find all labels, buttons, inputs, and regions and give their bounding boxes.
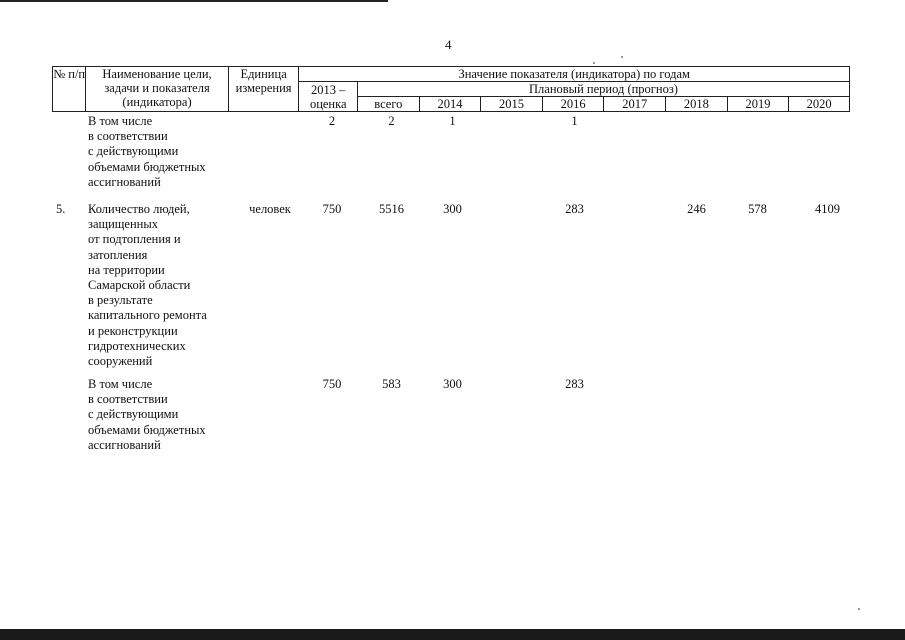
header-year: 2015	[481, 97, 543, 112]
table-row	[52, 202, 850, 372]
value-2013: 750	[322, 202, 342, 216]
value-total: 2	[388, 114, 395, 128]
header-total: всего	[358, 97, 420, 112]
header-year: 2020	[789, 97, 850, 112]
scan-speck	[858, 608, 860, 610]
row-name: В том числе в соответствии с действующими объемами бюджетных ассигнований	[88, 114, 206, 189]
value-2016: 1	[571, 114, 578, 128]
indicator-table-header	[52, 66, 850, 112]
header-values: Значение показателя (индикатора) по годам	[299, 67, 850, 82]
header-plan: Плановый период (прогноз)	[358, 82, 850, 97]
scan-edge-bar	[0, 629, 905, 640]
value-2014: 300	[443, 377, 462, 391]
value-total: 583	[382, 377, 401, 391]
value-2013: 750	[322, 377, 342, 391]
table-row	[52, 114, 850, 194]
value-2018: 246	[687, 202, 706, 216]
header-year: 2019	[727, 97, 789, 112]
value-2016: 283	[565, 202, 584, 216]
header-year: 2018	[666, 97, 728, 112]
top-rule	[0, 0, 388, 2]
header-name: Наименование цели, задачи и показателя (индикатора)	[86, 67, 228, 112]
value-2019: 578	[748, 202, 767, 216]
scan-speck	[593, 62, 595, 64]
header-num: № п/п	[53, 67, 86, 112]
scan-speck	[621, 56, 623, 58]
page-number: 4	[445, 37, 452, 52]
value-2013: 2	[328, 114, 336, 128]
header-unit: Единица измерения	[228, 67, 299, 112]
header-year: 2017	[604, 97, 666, 112]
row-number: 5.	[56, 202, 66, 216]
row-name: Количество людей, защищенных от подтопления и затопления на территории Самарской области в результате капитального ремонта и реконструкции гидротехнических сооружений	[88, 202, 207, 369]
header-year: 2016	[542, 97, 604, 112]
value-2014: 300	[443, 202, 462, 216]
value-total: 5516	[379, 202, 404, 216]
value-2014: 1	[449, 114, 456, 128]
value-2020: 4109	[815, 202, 840, 216]
row-name: В том числе в соответствии с действующими объемами бюджетных ассигнований	[88, 377, 206, 452]
header-2013: 2013 – оценка	[299, 82, 358, 112]
value-2016: 283	[565, 377, 584, 391]
header-year: 2014	[419, 97, 481, 112]
row-unit: человек	[249, 202, 291, 216]
table-row	[52, 377, 850, 457]
